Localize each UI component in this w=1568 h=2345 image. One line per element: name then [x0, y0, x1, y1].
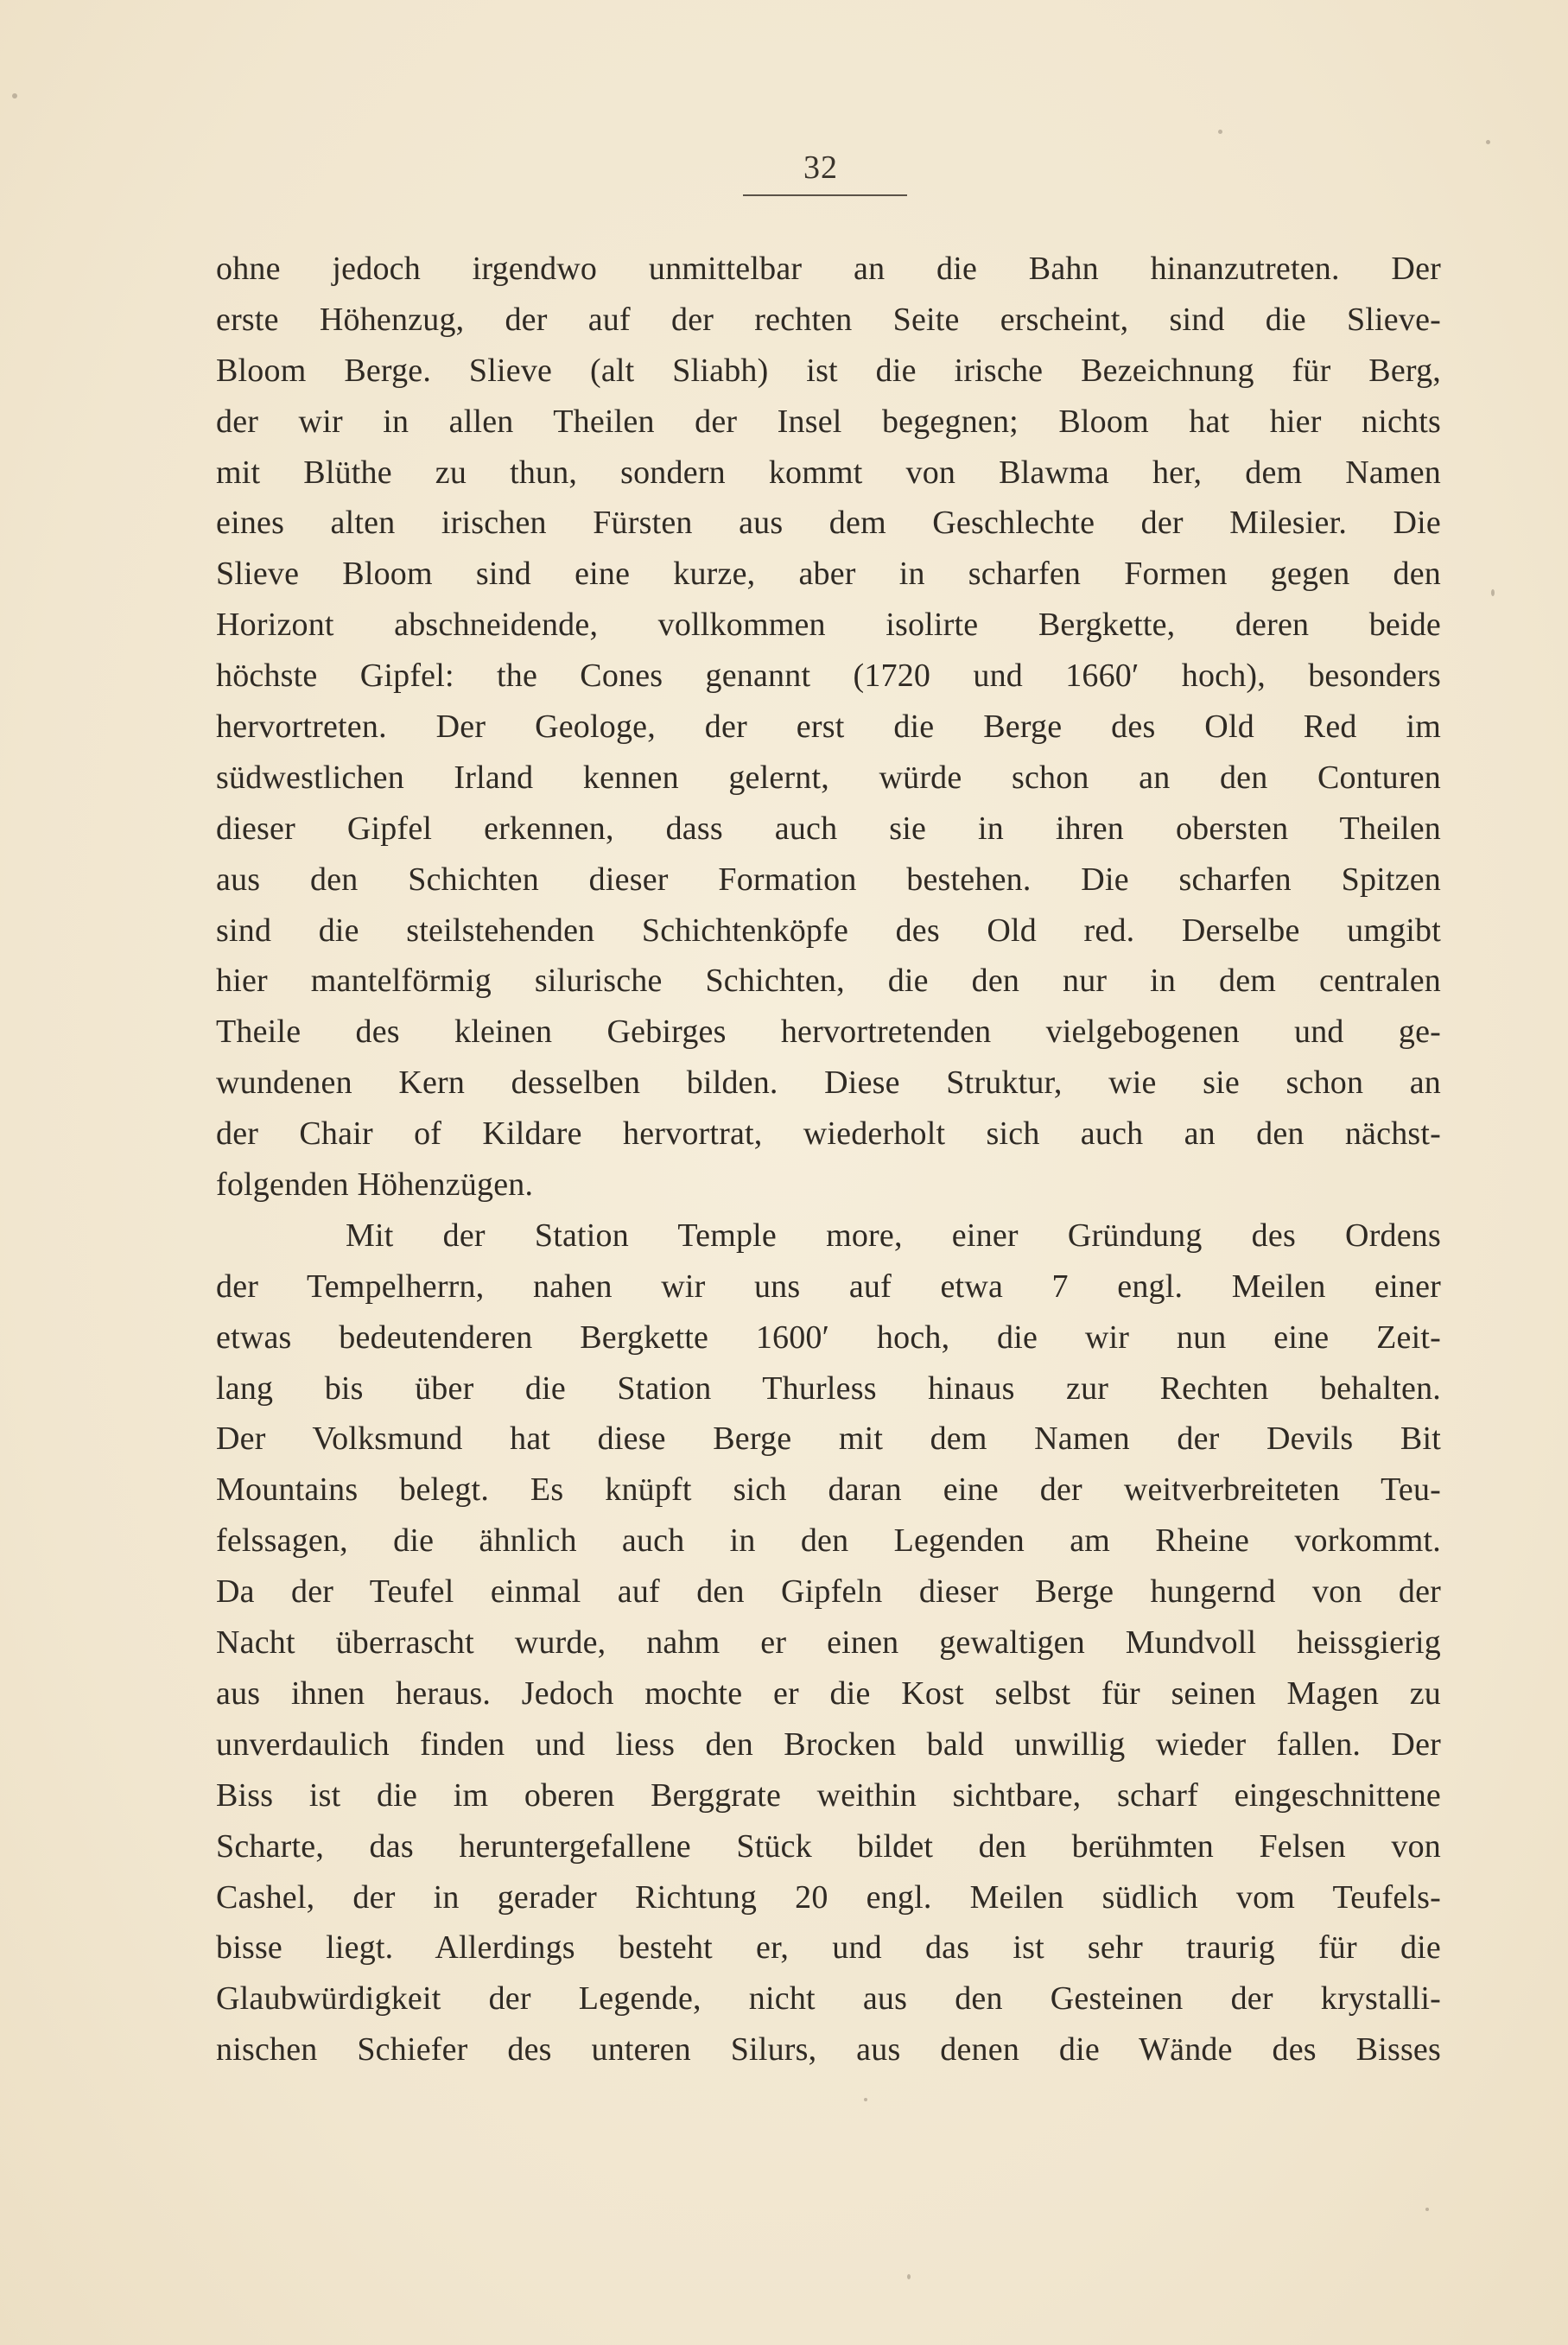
text-line: der wir in allen Theilen der Insel begegnen; Bloom hat hier nichts — [216, 403, 1441, 440]
text-line: aus den Schichten dieser Formation bestehen. Die scharfen Spitzen — [216, 861, 1441, 898]
paper-speck — [907, 2274, 911, 2279]
paper-speck — [1218, 130, 1222, 134]
text-line: Bloom Berge. Slieve (alt Sliabh) ist die irische Bezeichnung für Berg, — [216, 352, 1441, 389]
text-line: Horizont abschneidende, vollkommen isolirte Bergkette, deren beide — [216, 607, 1441, 644]
text-line: wundenen Kern desselben bilden. Diese Struktur, wie sie schon an — [216, 1064, 1441, 1102]
text-line: aus ihnen heraus. Jedoch mochte er die Kost selbst für seinen Magen zu — [216, 1675, 1441, 1712]
text-line: Der Volksmund hat diese Berge mit dem Namen der Devils Bit — [216, 1420, 1441, 1458]
text-line: der Tempelherrn, nahen wir uns auf etwa 7 engl. Meilen einer — [216, 1268, 1441, 1305]
text-line: Da der Teufel einmal auf den Gipfeln dieser Berge hungernd von der — [216, 1573, 1441, 1611]
paper-speck — [12, 93, 17, 99]
text-line: Theile des kleinen Gebirges hervortretenden vielgebogenen und ge- — [216, 1014, 1441, 1051]
text-line: felssagen, die ähnlich auch in den Legenden am Rheine vorkommt. — [216, 1522, 1441, 1560]
paper-speck — [1486, 140, 1490, 144]
paper-speck — [864, 2098, 867, 2101]
page-number: 32 — [803, 149, 838, 186]
text-line: Nacht überrascht wurde, nahm er einen gewaltigen Mundvoll heissgierig — [216, 1624, 1441, 1662]
header-rule — [743, 194, 907, 196]
text-line: etwas bedeutenderen Bergkette 1600′ hoch, die wir nun eine Zeit- — [216, 1319, 1441, 1356]
text-line: Cashel, der in gerader Richtung 20 engl. Meilen südlich vom Teufels- — [216, 1878, 1441, 1916]
text-line: dieser Gipfel erkennen, dass auch sie in ihren obersten Theilen — [216, 810, 1441, 847]
text-line: lang bis über die Station Thurless hinaus zur Rechten behalten. — [216, 1370, 1441, 1407]
text-line: bisse liegt. Allerdings besteht er, und das ist sehr traurig für die — [216, 1929, 1441, 1967]
text-line: mit Blüthe zu thun, sondern kommt von Blawma her, dem Namen — [216, 454, 1441, 491]
paper-speck — [1491, 589, 1495, 596]
text-line: folgenden Höhenzügen. — [216, 1166, 534, 1204]
text-line: sind die steilstehenden Schichtenköpfe des Old red. Derselbe umgibt — [216, 912, 1441, 949]
text-line: südwestlichen Irland kennen gelernt, würde schon an den Conturen — [216, 759, 1441, 796]
text-line: nischen Schiefer des unteren Silurs, aus denen die Wände des Bisses — [216, 2031, 1441, 2069]
paper-speck — [1425, 2208, 1429, 2211]
text-line: höchste Gipfel: the Cones genannt (1720 und 1660′ hoch), besonders — [216, 658, 1441, 695]
text-line: Mit der Station Temple more, einer Gründung des Ordens — [346, 1217, 1441, 1254]
text-line: Scharte, das heruntergefallene Stück bildet den berühmten Felsen von — [216, 1827, 1441, 1865]
body-text — [216, 244, 1441, 2075]
text-line: hervortreten. Der Geologe, der erst die Berge des Old Red im — [216, 709, 1441, 746]
text-line: der Chair of Kildare hervortrat, wiederholt sich auch an den nächst- — [216, 1115, 1441, 1153]
text-line: Slieve Bloom sind eine kurze, aber in scharfen Formen gegen den — [216, 556, 1441, 593]
text-line: eines alten irischen Fürsten aus dem Geschlechte der Milesier. Die — [216, 505, 1441, 542]
text-line: Glaubwürdigkeit der Legende, nicht aus den Gesteinen der krystalli- — [216, 1980, 1441, 2018]
text-line: Mountains belegt. Es knüpft sich daran eine der weitverbreiteten Teu- — [216, 1471, 1441, 1509]
text-line: erste Höhenzug, der auf der rechten Seite erscheint, sind die Slieve- — [216, 301, 1441, 338]
text-line: hier mantelförmig silurische Schichten, die den nur in dem centralen — [216, 963, 1441, 1000]
text-line: ohne jedoch irgendwo unmittelbar an die Bahn hinanzutreten. Der — [216, 251, 1441, 287]
text-line: Biss ist die im oberen Berggrate weithin sichtbare, scharf eingeschnittene — [216, 1776, 1441, 1814]
text-line: unverdaulich finden und liess den Brocken bald unwillig wieder fallen. Der — [216, 1725, 1441, 1763]
